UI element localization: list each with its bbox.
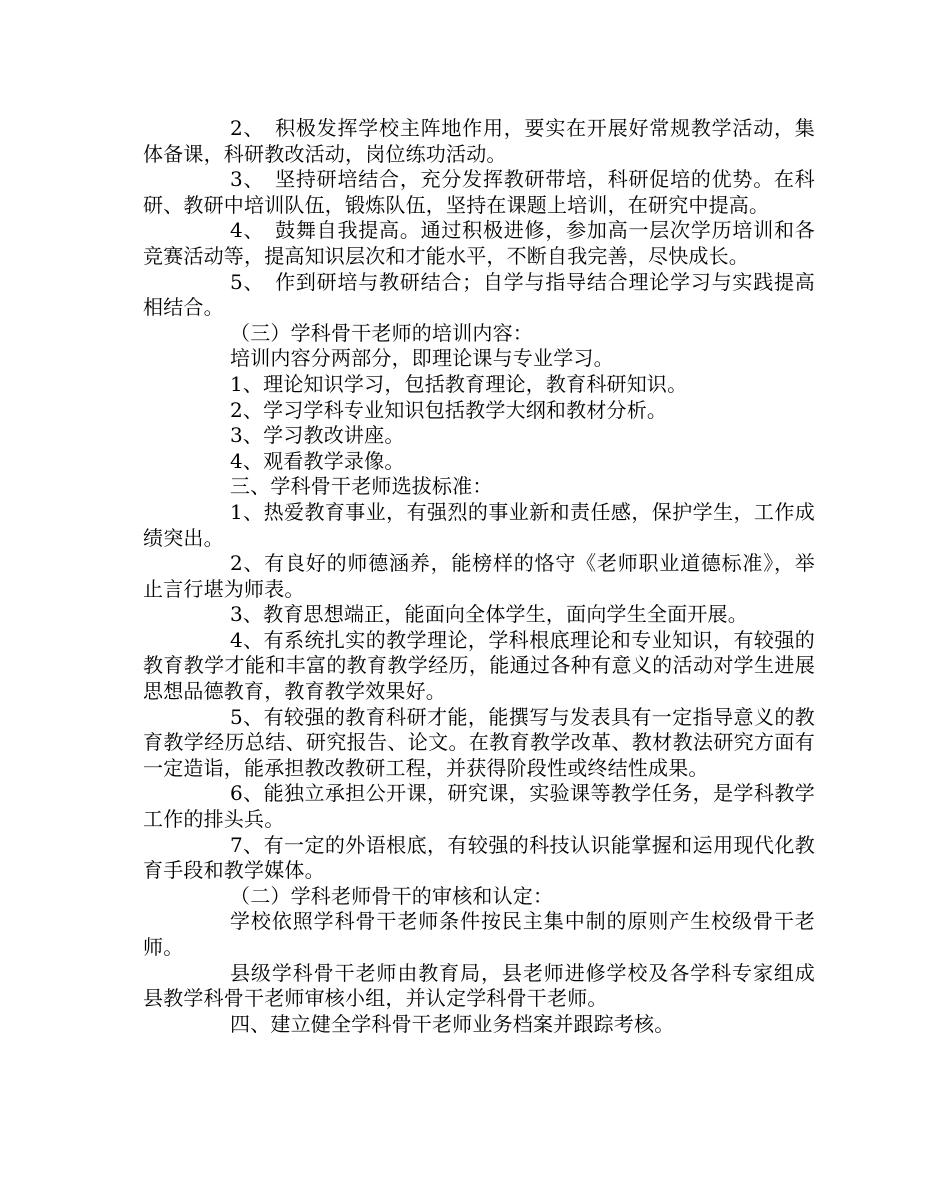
- paragraph: 3、学习教改讲座。: [230, 423, 405, 448]
- paragraph: 4、 鼓舞自我提高。通过积极进修，参加高一层次学历培训和各竞赛活动等，提高知识层次和才能水平，不断自我完善，尽快成长。: [143, 218, 815, 268]
- paragraph: 1、理论知识学习，包括教育理论，教育科研知识。: [230, 371, 688, 396]
- paragraph: 3、 坚持研培结合，充分发挥教研带培，科研促培的优势。在科研、教研中培训队伍，锻炼队伍，坚持在课题上培训，在研究中提高。: [143, 167, 815, 217]
- paragraph: 3、教育思想端正，能面向全体学生，面向学生全面开展。: [230, 602, 748, 627]
- section-heading: 四、建立健全学科骨干老师业务档案并跟踪考核。: [230, 1011, 675, 1036]
- paragraph: 7、有一定的外语根底，有较强的科技认识能掌握和运用现代化教育手段和教学媒体。: [143, 832, 815, 883]
- paragraph: 2、有良好的师德涵养，能榜样的恪守《老师职业道德标准》，举止言行堪为师表。: [143, 551, 815, 601]
- paragraph: 5、有较强的教育科研才能，能撰写与发表具有一定指导意义的教育教学经历总结、研究报告、论文。在教育教学改革、教材教法研究方面有一定造诣，能承担教改教研工程，并获得阶段性或终结性成果。: [143, 704, 815, 780]
- paragraph: 2、学习学科专业知识包括教学大纲和教材分析。: [230, 397, 668, 422]
- section-heading: 三、学科骨干老师选拔标准：: [230, 474, 493, 499]
- paragraph: 2、 积极发挥学校主阵地作用，要实在开展好常规教学活动，集体备课，科研教改活动，岗位练功活动。: [143, 116, 815, 166]
- paragraph: 6、能独立承担公开课，研究课，实验课等教学任务，是学科教学工作的排头兵。: [143, 781, 815, 832]
- paragraph: 4、观看教学录像。: [230, 448, 405, 473]
- paragraph: 5、 作到研培与教研结合；自学与指导结合理论学习与实践提高相结合。: [143, 269, 815, 320]
- paragraph: 4、有系统扎实的教学理论，学科根底理论和专业知识，有较强的教育教学才能和丰富的教育教学经历，能通过各种有意义的活动对学生进展思想品德教育，教育教学效果好。: [143, 627, 815, 704]
- paragraph: 1、热爱教育事业，有强烈的事业新和责任感，保护学生，工作成绩突出。: [143, 499, 815, 550]
- section-heading: （三）学科骨干老师的培训内容：: [230, 320, 533, 345]
- paragraph: 学校依照学科骨干老师条件按民主集中制的原则产生校级骨干老师。: [143, 909, 815, 959]
- paragraph: 培训内容分两部分，即理论课与专业学习。: [230, 346, 614, 371]
- paragraph: 县级学科骨干老师由教育局，县老师进修学校及各学科专家组成县教学科骨干老师审核小组，并认定学科骨干老师。: [143, 960, 815, 1011]
- section-heading: （二）学科老师骨干的审核和认定：: [230, 883, 554, 908]
